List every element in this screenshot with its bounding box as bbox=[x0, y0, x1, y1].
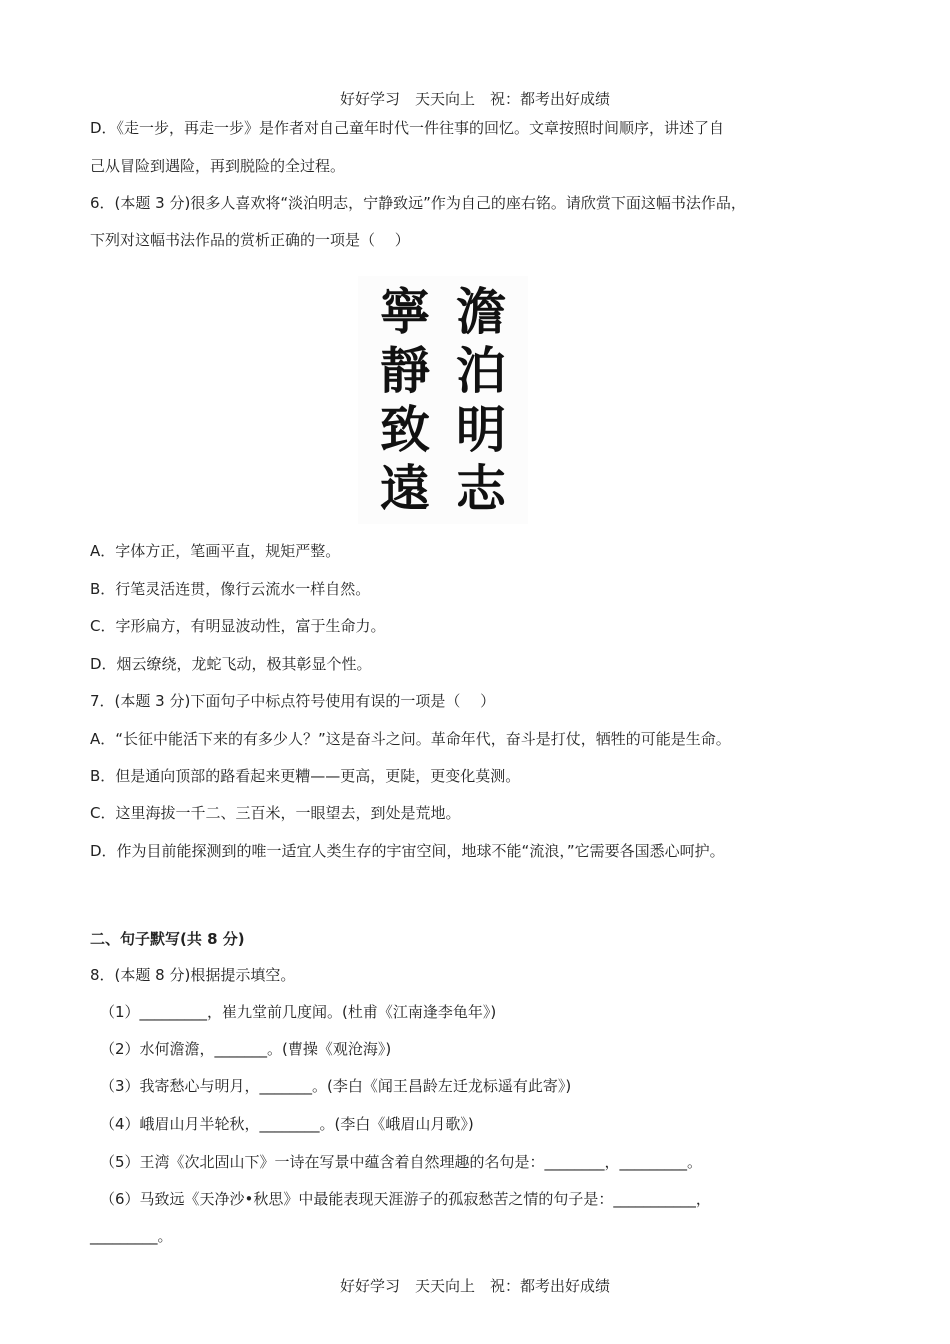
q8-item-4: （4）峨眉山月半轮秋，________。(李白《峨眉山月歌》) bbox=[100, 1115, 474, 1133]
page-header: 好好学习 天天向上 祝：都考出好成绩 bbox=[339, 90, 610, 108]
q6-option-d: D．烟云缭绕，龙蛇飞动，极其彰显个性。 bbox=[90, 655, 372, 673]
calligraphy-char: 致 bbox=[380, 400, 430, 459]
section-2-title: 二、句子默写(共 8 分) bbox=[90, 930, 245, 948]
q8-item-1: （1）_________，崔九堂前几度闻。(杜甫《江南逢李龟年》) bbox=[100, 1003, 497, 1021]
calligraphy-right-column bbox=[442, 282, 520, 518]
q8-item-6-continued: _________。 bbox=[90, 1227, 173, 1245]
q7-option-a: A．“长征中能活下来的有多少人？”这是奋斗之问。革命年代，奋斗是打仗，牺牲的可能是生命。 bbox=[90, 730, 731, 748]
calligraphy-char: 明 bbox=[456, 400, 506, 459]
q5-option-d-line1: D．《走一步，再走一步》是作者对自己童年时代一件往事的回忆。文章按照时间顺序，讲述了自 bbox=[90, 119, 725, 137]
q5-option-d-line2: 己从冒险到遇险，再到脱险的全过程。 bbox=[90, 157, 346, 175]
q8-item-2: （2）水何澹澹，_______。(曹操《观沧海》) bbox=[100, 1040, 392, 1058]
page-footer: 好好学习 天天向上 祝：都考出好成绩 bbox=[339, 1277, 610, 1295]
q6-option-c: C．字形扁方，有明显波动性，富于生命力。 bbox=[90, 617, 386, 635]
calligraphy-char: 靜 bbox=[380, 341, 430, 400]
q7-option-b: B．但是通向顶部的路看起来更糟——更高，更陡，更变化莫测。 bbox=[90, 767, 521, 785]
calligraphy-char: 泊 bbox=[456, 341, 506, 400]
q6-stem-line2: 下列对这幅书法作品的赏析正确的一项是（ ） bbox=[90, 231, 410, 249]
q8-item-6: （6）马致远《天净沙•秋思》中最能表现天涯游子的孤寂愁苦之情的句子是：___________， bbox=[100, 1190, 711, 1208]
q6-stem-line1: 6．(本题 3 分)很多人喜欢将“淡泊明志，宁静致远”作为自己的座右铭。请欣赏下面这幅书法作品， bbox=[90, 194, 746, 212]
q7-option-c: C．这里海拔一千二、三百米，一眼望去，到处是荒地。 bbox=[90, 804, 461, 822]
calligraphy-char: 寧 bbox=[380, 282, 430, 341]
calligraphy-char: 志 bbox=[456, 459, 506, 518]
q8-item-3: （3）我寄愁心与明月，_______。(李白《闻王昌龄左迁龙标遥有此寄》) bbox=[100, 1077, 572, 1095]
q7-option-d: D．作为目前能探测到的唯一适宜人类生存的宇宙空间，地球不能“流浪，”它需要各国悉心呵护。 bbox=[90, 842, 725, 860]
q6-option-a: A．字体方正，笔画平直，规矩严整。 bbox=[90, 542, 341, 560]
calligraphy-image bbox=[358, 276, 528, 524]
calligraphy-char: 澹 bbox=[456, 282, 506, 341]
q8-stem: 8．(本题 8 分)根据提示填空。 bbox=[90, 966, 296, 984]
calligraphy-left-column bbox=[366, 282, 444, 518]
q7-stem: 7．(本题 3 分)下面句子中标点符号使用有误的一项是（ ） bbox=[90, 692, 496, 710]
calligraphy-char: 遠 bbox=[380, 459, 430, 518]
q8-item-5: （5）王湾《次北固山下》一诗在写景中蕴含着自然理趣的名句是：________，_________。 bbox=[100, 1153, 703, 1171]
q6-option-b: B．行笔灵活连贯，像行云流水一样自然。 bbox=[90, 580, 371, 598]
